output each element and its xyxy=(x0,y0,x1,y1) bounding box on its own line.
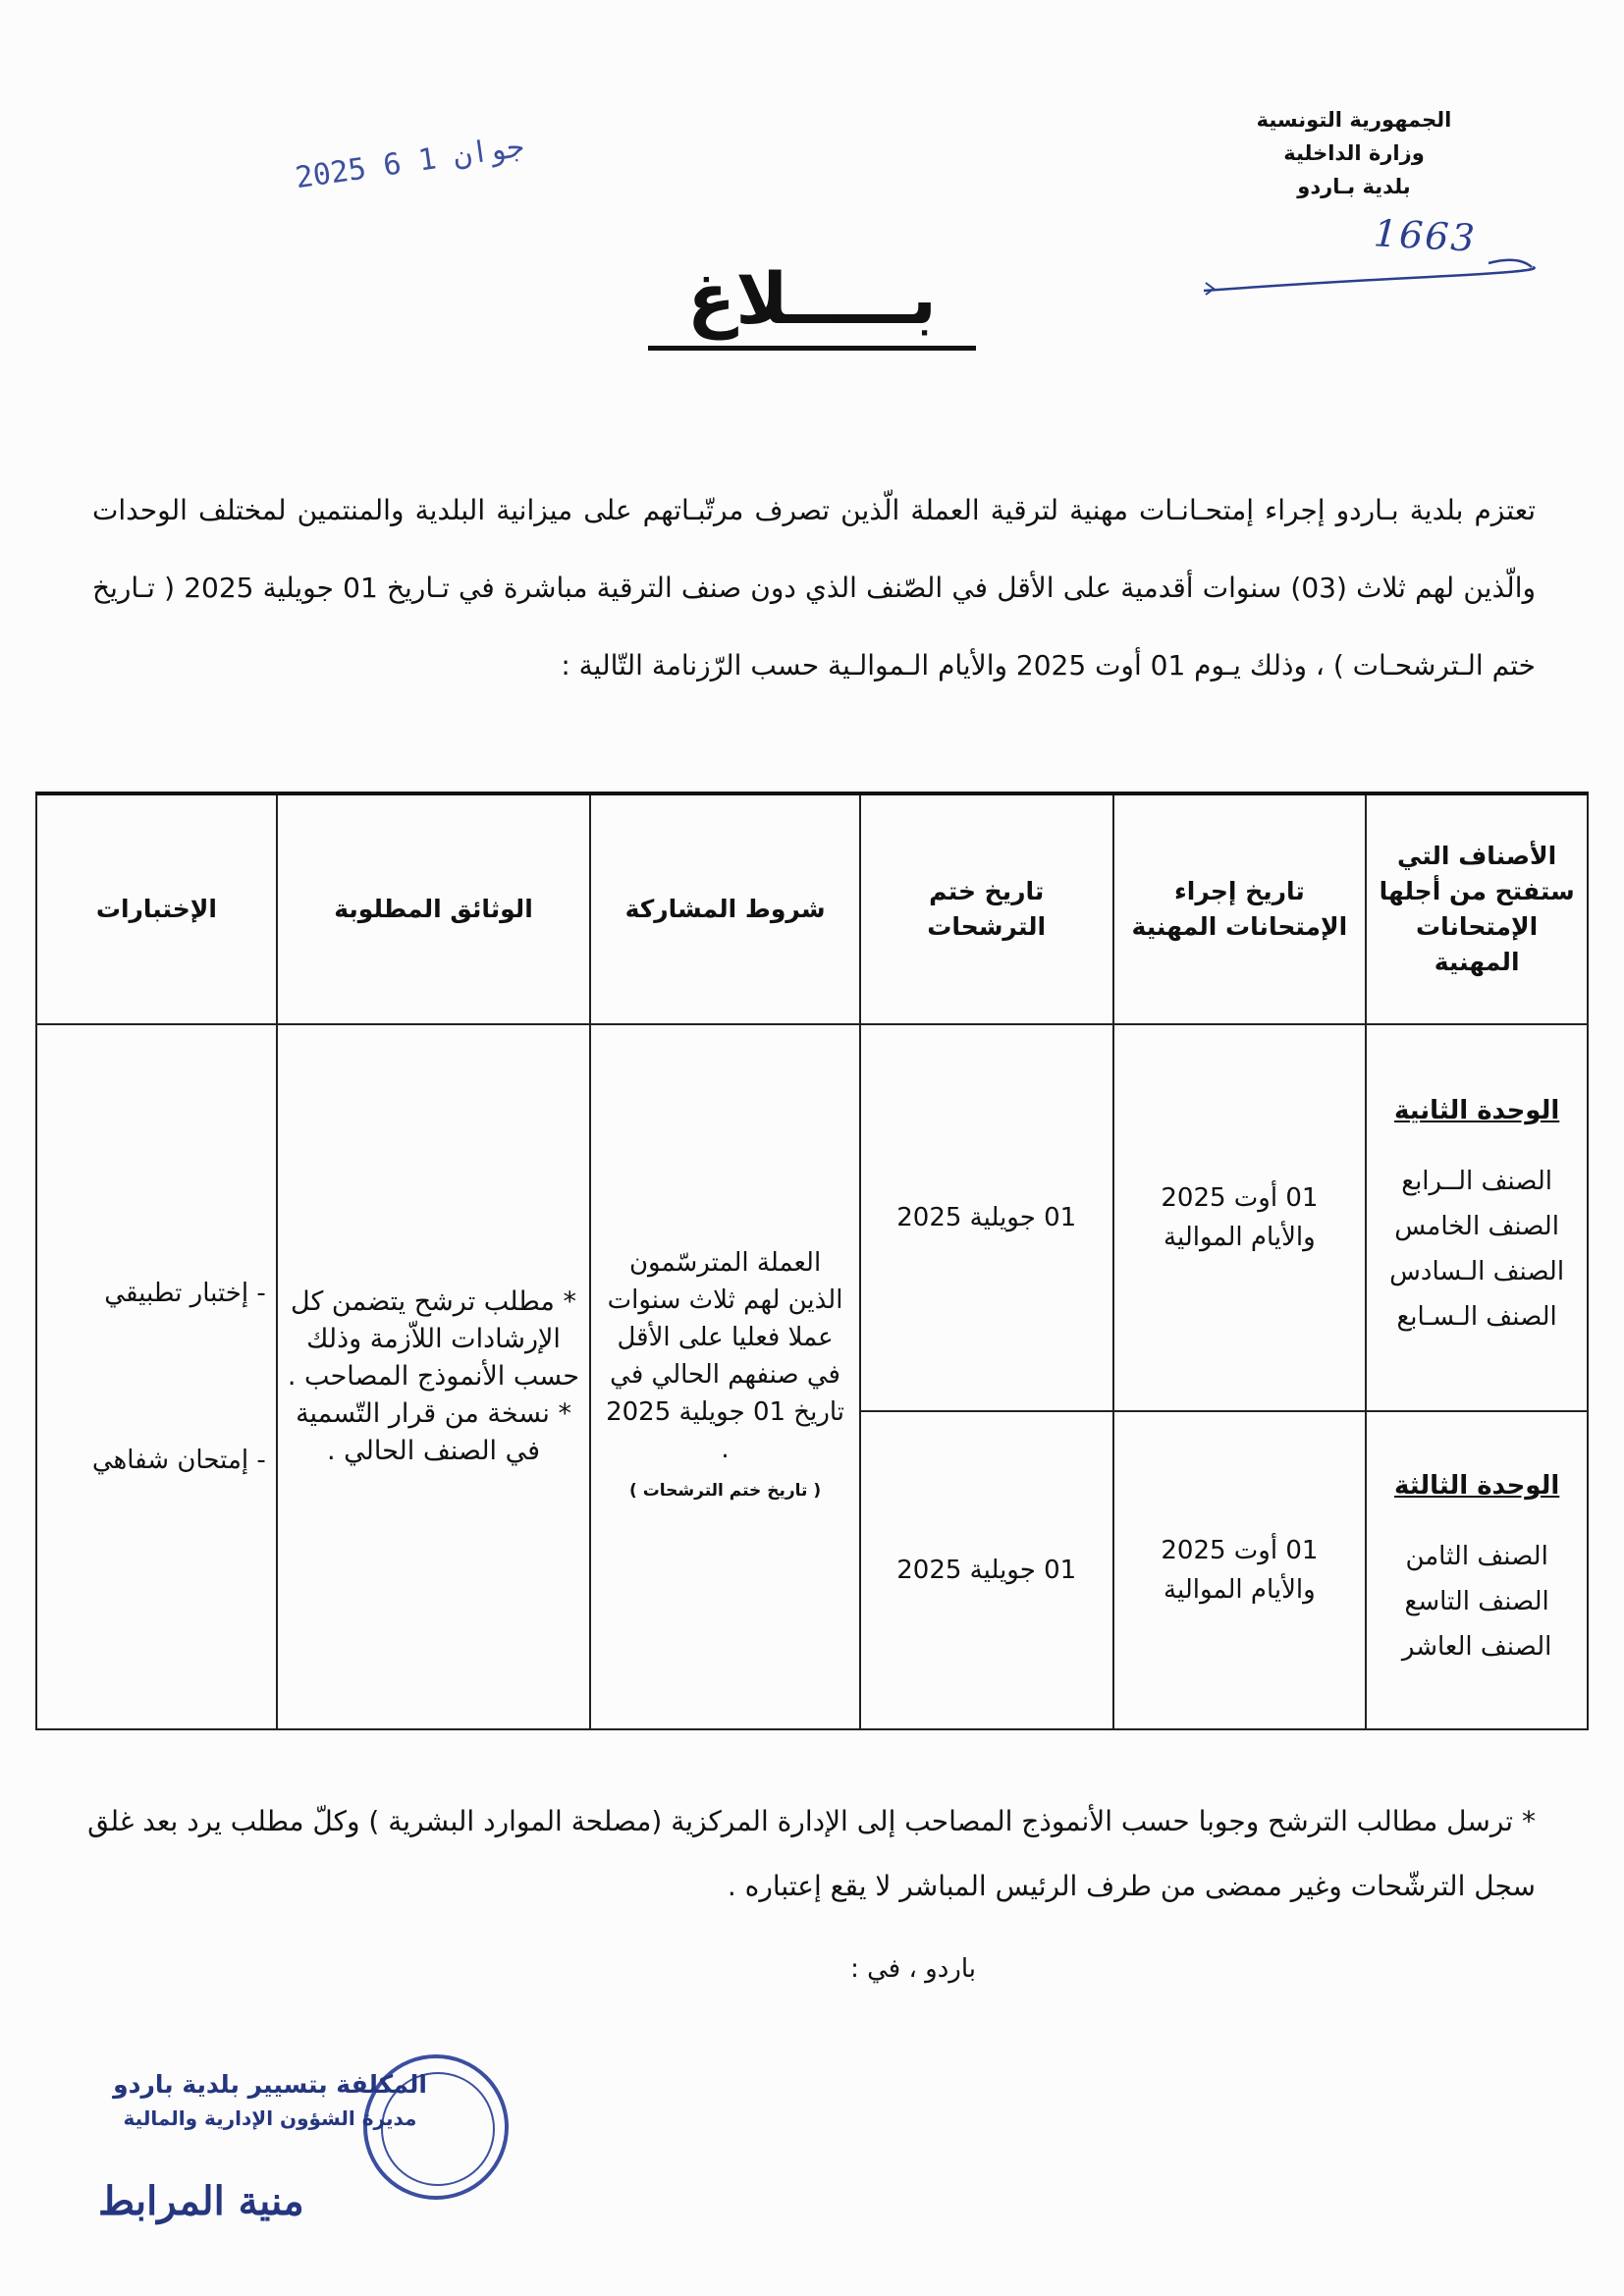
signatory-title xyxy=(39,2068,501,2135)
grade-item: الصنف العاشر xyxy=(1401,1631,1552,1662)
exam-date-note: والأيام الموالية xyxy=(1164,1222,1316,1252)
grades-cell xyxy=(1366,1411,1588,1729)
footer-note: * ترسل مطالب الترشح وجوبا حسب الأنموذج المصاحب إلى الإدارة المركزية (مصلحة الموارد البشرية ) وكلّ مطلب يرد بعد غلق سجل الترشّحات وغير ممضى من طرف الرئيس المباشر لا يقع إعتباره . xyxy=(87,1805,1536,1902)
signatory-role: المكلفة بتسيير بلدية باردو xyxy=(113,2070,427,2099)
conditions-text: العملة المترسّمون الذين لهم ثلاث سنوات عملا فعليا على الأقل في صنفهم الحالي في تاريخ 01 جويلية 2025 . xyxy=(606,1248,845,1464)
exam-date-note: والأيام الموالية xyxy=(1164,1574,1316,1605)
signatory-department: مديرة الشؤون الإدارية والمالية xyxy=(123,2106,417,2130)
deadline-cell: 01 جويلية 2025 xyxy=(860,1411,1113,1729)
letterhead xyxy=(1192,103,1516,203)
grade-item: الصنف الـسـابع xyxy=(1396,1301,1557,1332)
header-tests: الإختبارات xyxy=(36,793,277,1024)
header-deadline: تاريخ ختم الترشحات xyxy=(860,793,1113,1024)
grades-cell xyxy=(1366,1024,1588,1411)
letterhead-municipality: بلدية بـاردو xyxy=(1297,175,1411,198)
grade-item: الصنف الخامس xyxy=(1394,1211,1559,1241)
letterhead-ministry: وزارة الداخلية xyxy=(1283,141,1425,165)
header-grades: الأصناف التي ستفتح من أجلها الإمتحانات المهنية xyxy=(1366,793,1588,1024)
table-row xyxy=(36,1024,1588,1411)
header-conditions: شروط المشاركة xyxy=(590,793,860,1024)
schedule-table xyxy=(35,792,1589,1730)
letterhead-country: الجمهورية التونسية xyxy=(1256,108,1452,132)
title-text: بـــــلاغ xyxy=(648,257,976,351)
registration-number: 1663 xyxy=(1373,211,1479,260)
conditions-note: ( تاريخ ختم الترشحات ) xyxy=(629,1481,822,1501)
grade-item: الصنف الـسادس xyxy=(1389,1256,1565,1286)
signatory-name: منية المرابط xyxy=(98,2178,304,2224)
test-item: - إمتحان شفاهي xyxy=(91,1446,266,1475)
tests-cell xyxy=(36,1024,277,1729)
intro-paragraph: تعتزم بلدية بـاردو إجراء إمتحـانـات مهنية لترقية العملة الّذين تصرف مرتّبـاتهم على ميزانية البلدية والمنتمين لمختلف الوحدات والّذين لهم ثلاث (03) سنوات أقدمية على الأقل في الصّنف الذي دون صنف الترقية مباشرة في تـاريخ 01 جويلية 2025 ( تـاريخ ختم الـترشحـات ) ، وذلك يـوم 01 أوت 2025 والأيام الـموالـية حسب الرّزنامة التّالية : xyxy=(92,494,1537,682)
header-exam-date: تاريخ إجراء الإمتحانات المهنية xyxy=(1113,793,1367,1024)
received-date-stamp: 2025 جوان 1 6 xyxy=(293,129,527,196)
exam-date: 01 أوت 2025 xyxy=(1161,1182,1319,1213)
exam-date-cell xyxy=(1113,1024,1367,1411)
test-item: - إختبار تطبيقي xyxy=(104,1279,266,1308)
grade-item: الصنف الثامن xyxy=(1405,1541,1548,1571)
grade-item: الصنف التاسع xyxy=(1404,1586,1549,1616)
unit-title: الوحدة الثالثة xyxy=(1393,1470,1560,1501)
unit-title: الوحدة الثانية xyxy=(1393,1095,1560,1125)
documents-cell: * مطلب ترشح يتضمن كل الإرشادات اللاّزمة وذلك حسب الأنموذج المصاحب . * نسخة من قرار التّسمية في الصنف الحالي . xyxy=(277,1024,590,1729)
grade-item: الصنف الــرابع xyxy=(1401,1166,1552,1196)
document-title xyxy=(0,257,1624,351)
header-documents: الوثائق المطلوبة xyxy=(277,793,590,1024)
table-header-row xyxy=(36,793,1588,1024)
exam-date-cell xyxy=(1113,1411,1367,1729)
place-date-line: باردو ، في : xyxy=(850,1954,976,1984)
deadline-cell: 01 جويلية 2025 xyxy=(860,1024,1113,1411)
conditions-cell xyxy=(590,1024,860,1729)
exam-date: 01 أوت 2025 xyxy=(1161,1535,1319,1565)
